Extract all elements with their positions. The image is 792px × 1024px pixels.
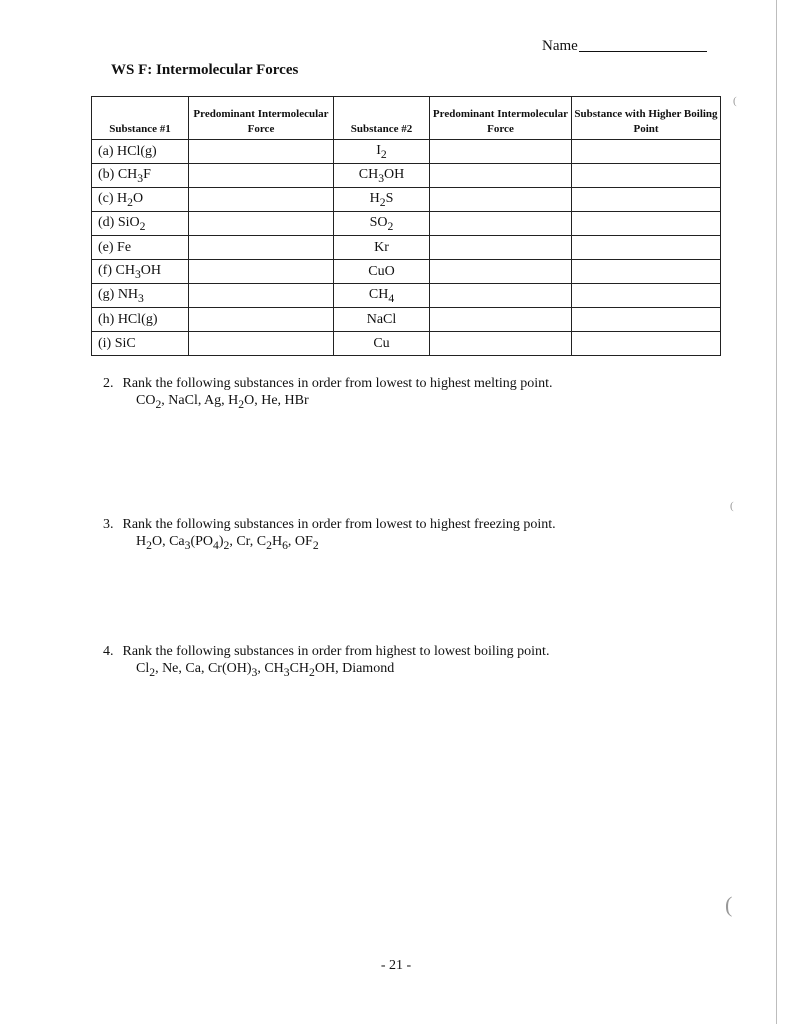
substance-2-cell: $I_2$: [334, 140, 430, 164]
table-row: [92, 332, 721, 356]
substance-2-cell: $CH_3OH$: [334, 164, 430, 188]
force-1-answer-cell[interactable]: [189, 140, 334, 164]
force-1-answer-cell[interactable]: [189, 332, 334, 356]
higher-bp-answer-cell[interactable]: [572, 332, 721, 356]
header-force-1: Predominant Intermolecular Force: [189, 97, 334, 140]
higher-bp-answer-cell[interactable]: [572, 308, 721, 332]
question-number: 3.: [103, 517, 114, 532]
substance-2-cell: NaCl: [334, 308, 430, 332]
question-2: [103, 376, 553, 411]
higher-bp-answer-cell[interactable]: [572, 164, 721, 188]
force-2-answer-cell[interactable]: [430, 260, 572, 284]
force-2-answer-cell[interactable]: [430, 140, 572, 164]
force-1-answer-cell[interactable]: [189, 164, 334, 188]
substance-1-cell: (f) $CH_3OH$: [92, 260, 189, 284]
question-number: 4.: [103, 644, 114, 659]
worksheet-title: WS F: Intermolecular Forces: [111, 62, 299, 78]
substance-2-cell: CuO: [334, 260, 430, 284]
name-label: Name: [542, 38, 578, 54]
higher-bp-answer-cell[interactable]: [572, 236, 721, 260]
force-1-answer-cell[interactable]: [189, 308, 334, 332]
force-1-answer-cell[interactable]: [189, 236, 334, 260]
header-substance-2: Substance #2: [334, 97, 430, 140]
substance-list: $H_2O$, $Ca_3(PO_4)_2$, Cr, $C_2H_6$, $OF_2$: [136, 534, 319, 552]
substance-1-cell: (e) Fe: [92, 236, 189, 260]
substance-list: $CO_2$, NaCl, Ag, $H_2O$, He, HBr: [136, 393, 309, 411]
table-row: [92, 284, 721, 308]
force-1-answer-cell[interactable]: [189, 188, 334, 212]
name-blank[interactable]: [579, 37, 707, 52]
higher-bp-answer-cell[interactable]: [572, 212, 721, 236]
substance-1-cell: (i) SiC: [92, 332, 189, 356]
force-2-answer-cell[interactable]: [430, 332, 572, 356]
substance-1-cell: (b) $CH_3F$: [92, 164, 189, 188]
force-2-answer-cell[interactable]: [430, 236, 572, 260]
substance-2-cell: $H_2S$: [334, 188, 430, 212]
higher-bp-answer-cell[interactable]: [572, 260, 721, 284]
table-row: [92, 212, 721, 236]
header-higher-bp: Substance with Higher Boiling Point: [572, 97, 721, 140]
force-2-answer-cell[interactable]: [430, 188, 572, 212]
substance-1-cell: (g) $NH_3$: [92, 284, 189, 308]
substance-2-cell: Cu: [334, 332, 430, 356]
header-substance-1: Substance #1: [92, 97, 189, 140]
name-line: [542, 37, 707, 55]
force-1-answer-cell[interactable]: [189, 260, 334, 284]
substance-2-cell: $CH_4$: [334, 284, 430, 308]
header-force-2: Predominant Intermolecular Force: [430, 97, 572, 140]
page-number: - 21 -: [380, 958, 412, 973]
force-2-answer-cell[interactable]: [430, 212, 572, 236]
question-4: [103, 644, 549, 679]
force-2-answer-cell[interactable]: [430, 164, 572, 188]
substance-2-cell: $SO_2$: [334, 212, 430, 236]
question-text: Rank the following substances in order from lowest to highest freezing point.: [122, 517, 556, 532]
substance-1-cell: (c) $H_2O$: [92, 188, 189, 212]
table-row: [92, 260, 721, 284]
question-text: Rank the following substances in order from lowest to highest melting point.: [122, 376, 553, 391]
question-number: 2.: [103, 376, 114, 391]
scan-edge-line: [776, 0, 777, 1024]
scan-mark: (: [725, 892, 733, 917]
intermolecular-forces-table: [91, 96, 721, 356]
higher-bp-answer-cell[interactable]: [572, 140, 721, 164]
force-1-answer-cell[interactable]: [189, 284, 334, 308]
higher-bp-answer-cell[interactable]: [572, 284, 721, 308]
table-row: [92, 188, 721, 212]
table-row: [92, 164, 721, 188]
force-2-answer-cell[interactable]: [430, 284, 572, 308]
table-row: [92, 140, 721, 164]
table-row: [92, 308, 721, 332]
substance-list: $Cl_2$, Ne, Ca, $Cr(OH)_3$, $CH_3CH_2OH$, Diamond: [136, 661, 395, 679]
question-3: [103, 517, 556, 552]
force-1-answer-cell[interactable]: [189, 212, 334, 236]
substance-1-cell: (a) HCl(g): [92, 140, 189, 164]
scan-mark: (: [733, 95, 737, 107]
table-header-row: [92, 97, 721, 140]
question-text: Rank the following substances in order from highest to lowest boiling point.: [122, 644, 550, 659]
higher-bp-answer-cell[interactable]: [572, 188, 721, 212]
table-row: [92, 236, 721, 260]
substance-2-cell: Kr: [334, 236, 430, 260]
substance-1-cell: (d) SiO$_2$: [92, 212, 189, 236]
substance-1-cell: (h) HCl(g): [92, 308, 189, 332]
force-2-answer-cell[interactable]: [430, 308, 572, 332]
scan-mark: (: [730, 500, 734, 512]
